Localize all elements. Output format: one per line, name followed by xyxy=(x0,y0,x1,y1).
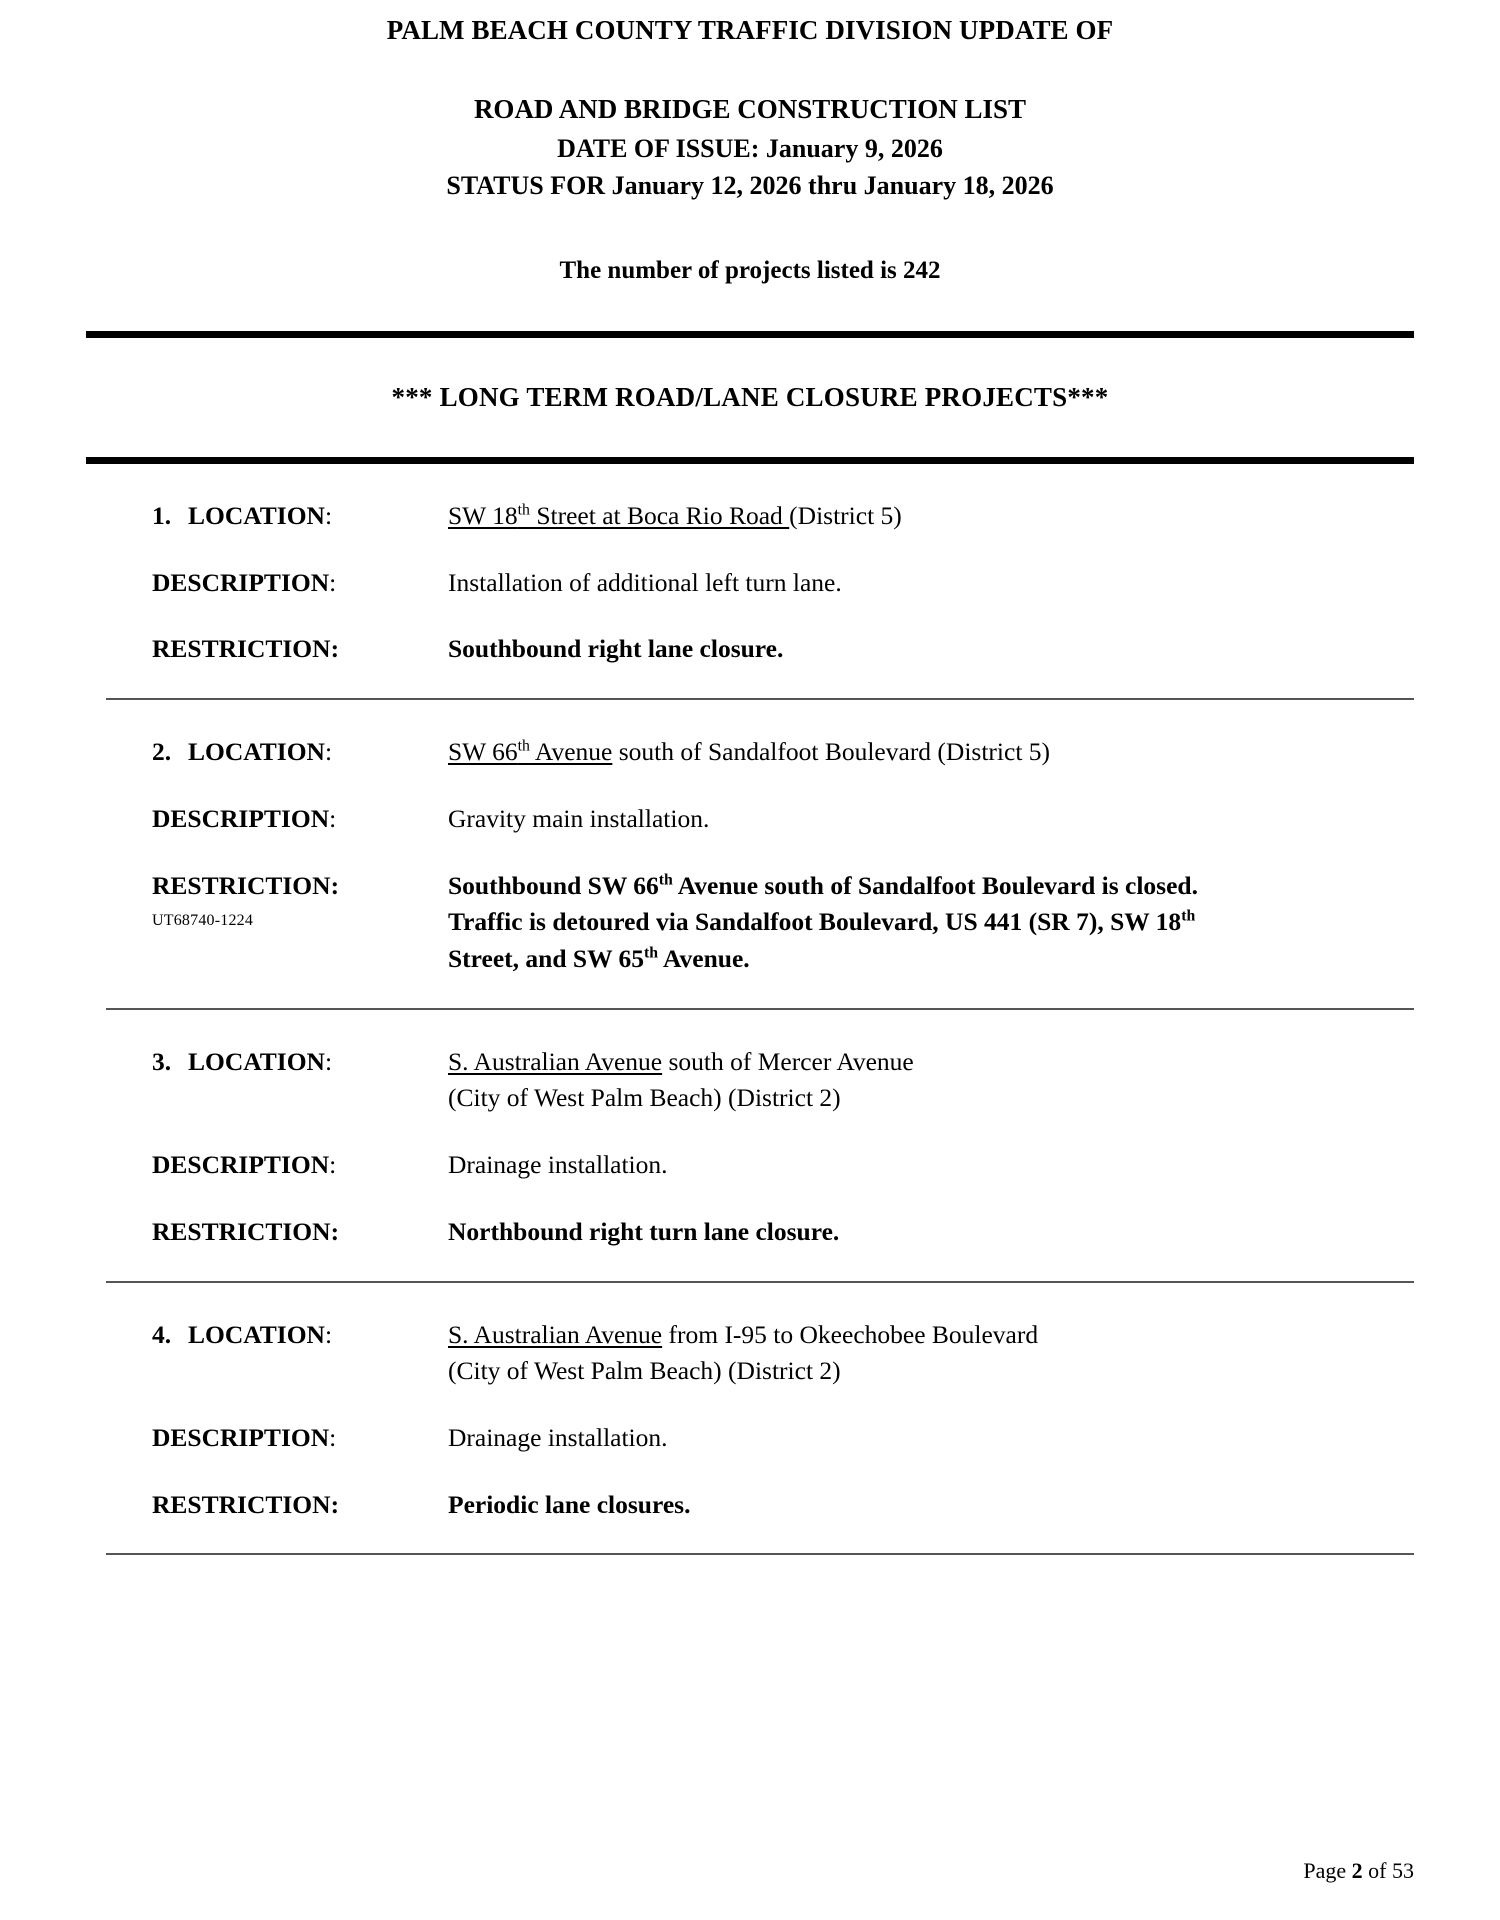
location-extent: from I-95 to Okeechobee Boulevard xyxy=(662,1319,1039,1349)
restriction-label-wrap xyxy=(152,1214,339,1250)
description-label-wrap xyxy=(152,565,336,601)
location-label: LOCATION xyxy=(188,1319,325,1349)
page-title: PALM BEACH COUNTY TRAFFIC DIVISION UPDATE OF xyxy=(386,15,1114,45)
description-label: DESCRIPTION xyxy=(152,567,330,597)
ordinal-suffix: th xyxy=(644,944,659,962)
description-value: Installation of additional left turn lane. xyxy=(448,567,842,597)
projects-count: The number of projects listed is 242 xyxy=(559,256,941,284)
label-colon: : xyxy=(324,500,333,530)
project-entry xyxy=(86,464,1414,698)
location-row xyxy=(86,1044,1414,1117)
description-label: DESCRIPTION xyxy=(152,1422,330,1452)
entry-number: 1. xyxy=(152,500,172,530)
restriction-row xyxy=(86,1214,1414,1251)
label-colon: : xyxy=(324,737,333,767)
location-district: (District 5) xyxy=(789,500,902,530)
section-heading: *** LONG TERM ROAD/LANE CLOSURE PROJECTS*** xyxy=(391,381,1109,412)
location-value xyxy=(448,1317,1414,1390)
label-colon: : xyxy=(330,1489,340,1519)
restriction-row xyxy=(86,1487,1414,1524)
location-district: south of Sandalfoot Boulevard (District 5) xyxy=(612,737,1051,767)
location-road-text: SW 18 xyxy=(448,500,518,530)
restriction-label-cell xyxy=(86,631,448,667)
restriction-line: Periodic lane closures. xyxy=(448,1489,691,1519)
description-label-wrap xyxy=(152,1147,336,1183)
project-entry xyxy=(86,1010,1414,1281)
restriction-line: Southbound right lane closure. xyxy=(448,634,784,664)
restriction-label-wrap xyxy=(152,1487,339,1523)
label-colon: : xyxy=(329,1422,337,1452)
restriction-label-cell xyxy=(86,1487,448,1523)
project-entries-list xyxy=(86,464,1414,1556)
description-label-cell xyxy=(86,1147,448,1183)
label-colon: : xyxy=(329,1150,337,1180)
description-value: Drainage installation. xyxy=(448,1150,668,1180)
ordinal-suffix: th xyxy=(1181,907,1196,925)
restriction-label: RESTRICTION xyxy=(152,634,331,664)
location-line-1 xyxy=(448,498,1414,535)
project-entry xyxy=(86,700,1414,1008)
label-colon: : xyxy=(329,803,337,833)
document-header xyxy=(86,14,1414,285)
description-label: DESCRIPTION xyxy=(152,803,330,833)
project-entry xyxy=(86,1283,1414,1554)
label-colon: : xyxy=(324,1046,333,1076)
location-road-text: SW 66 xyxy=(448,737,518,767)
footer-page-suffix: of 53 xyxy=(1362,1858,1414,1884)
entry-number: 2. xyxy=(152,737,172,767)
location-road-tail: Avenue xyxy=(529,737,613,767)
location-row xyxy=(86,498,1414,535)
location-line-1 xyxy=(448,1044,1414,1081)
location-label: LOCATION xyxy=(188,500,325,530)
location-road-name xyxy=(448,501,789,530)
description-label-cell xyxy=(86,1420,448,1456)
location-row xyxy=(86,734,1414,771)
label-colon: : xyxy=(324,1319,333,1349)
location-road-name xyxy=(448,737,612,766)
description-row xyxy=(86,1147,1414,1184)
location-line-1 xyxy=(448,1317,1414,1354)
description-row xyxy=(86,565,1414,602)
entry-number: 3. xyxy=(152,1046,172,1076)
description-label-cell xyxy=(86,565,448,601)
location-label-cell xyxy=(86,1044,448,1080)
status-period: STATUS FOR January 12, 2026 thru January 18, 2026 xyxy=(446,171,1054,201)
description-row xyxy=(86,1420,1414,1457)
description-label: DESCRIPTION xyxy=(152,1150,330,1180)
label-colon: : xyxy=(330,1216,340,1246)
restriction-value xyxy=(448,631,1414,668)
restriction-value xyxy=(448,1487,1414,1524)
header-divider-rule xyxy=(86,331,1414,338)
ordinal-suffix: th xyxy=(517,737,530,755)
restriction-label-cell xyxy=(86,1214,448,1250)
restriction-line: Southbound SW 66th Avenue south of Sandalfoot Boulevard is closed. xyxy=(448,870,1198,900)
section-divider-rule xyxy=(86,457,1414,464)
entry-separator-rule xyxy=(106,1553,1414,1555)
description-value: Gravity main installation. xyxy=(448,803,710,833)
location-line-1 xyxy=(448,734,1414,771)
location-line-2: (City of West Palm Beach) (District 2) xyxy=(448,1083,841,1113)
location-extent: south of Mercer Avenue xyxy=(662,1046,914,1076)
restriction-line: Northbound right turn lane closure. xyxy=(448,1216,840,1246)
description-value: Drainage installation. xyxy=(448,1422,668,1452)
description-label-wrap xyxy=(152,801,336,837)
date-of-issue: DATE OF ISSUE: January 9, 2026 xyxy=(557,133,943,163)
location-road-name: S. Australian Avenue xyxy=(448,1319,663,1349)
ordinal-suffix: th xyxy=(658,871,673,888)
restriction-line: Street, and SW 65th Avenue. xyxy=(448,943,750,973)
location-value xyxy=(448,498,1414,535)
ordinal-suffix: th xyxy=(517,501,530,519)
location-label: LOCATION xyxy=(188,737,325,767)
location-label-cell xyxy=(86,734,448,770)
location-road-tail: Street at Boca Rio Road xyxy=(529,500,790,530)
restriction-label-wrap xyxy=(152,868,339,904)
restriction-label: RESTRICTION xyxy=(152,1216,331,1246)
restriction-row xyxy=(86,631,1414,668)
label-colon: : xyxy=(330,870,340,900)
footer-page-prefix: Page xyxy=(1303,1858,1352,1884)
restriction-value xyxy=(448,868,1414,978)
page-footer xyxy=(1303,1857,1414,1886)
description-row xyxy=(86,801,1414,838)
restriction-label-cell xyxy=(86,868,448,933)
restriction-label: RESTRICTION xyxy=(152,1489,331,1519)
restriction-row xyxy=(86,868,1414,978)
location-line-2: (City of West Palm Beach) (District 2) xyxy=(448,1356,841,1386)
location-road-name: S. Australian Avenue xyxy=(448,1046,663,1076)
restriction-label-wrap xyxy=(152,631,339,667)
label-colon: : xyxy=(329,567,337,597)
entry-number: 4. xyxy=(152,1319,172,1349)
location-row xyxy=(86,1317,1414,1390)
location-label-cell xyxy=(86,498,448,534)
description-label-cell xyxy=(86,801,448,837)
restriction-line: Traffic is detoured via Sandalfoot Boulevard, US 441 (SR 7), SW 18th xyxy=(448,907,1196,937)
location-value xyxy=(448,734,1414,771)
location-label-cell xyxy=(86,1317,448,1353)
label-colon: : xyxy=(330,634,340,664)
description-label-wrap xyxy=(152,1420,336,1456)
restriction-value xyxy=(448,1214,1414,1251)
document-subtitle: ROAD AND BRIDGE CONSTRUCTION LIST xyxy=(473,94,1027,125)
location-label: LOCATION xyxy=(188,1046,325,1076)
restriction-label: RESTRICTION xyxy=(152,870,331,900)
ut-project-number: UT68740-1224 xyxy=(152,911,254,929)
location-value xyxy=(448,1044,1414,1117)
footer-page-number: 2 xyxy=(1351,1858,1363,1884)
